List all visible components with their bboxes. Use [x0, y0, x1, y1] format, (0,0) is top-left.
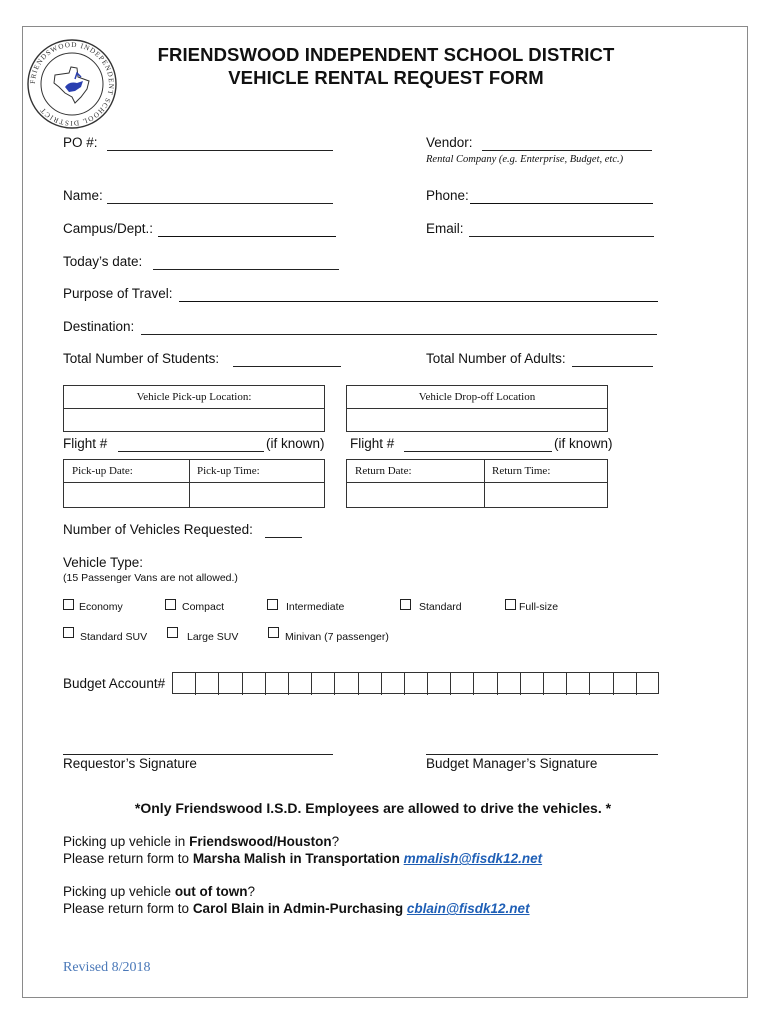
out-q-pre: Picking up vehicle: [63, 884, 175, 899]
pickup-location-box[interactable]: [63, 385, 325, 432]
flight-field-right[interactable]: [404, 451, 552, 452]
email-label: Email:: [426, 221, 464, 236]
local-return-instruction: [63, 851, 542, 866]
budget-digit-cell[interactable]: [382, 673, 405, 695]
vendor-label: Vendor:: [426, 135, 473, 150]
budget-digit-cell[interactable]: [219, 673, 242, 695]
flight-label-right: Flight #: [350, 436, 395, 451]
dropoff-location-box[interactable]: [346, 385, 608, 432]
return-datetime-box: [346, 459, 608, 508]
form-page: [22, 26, 748, 998]
pickup-datetime-box: [63, 459, 325, 508]
vehicle-type-label: Vehicle Type:: [63, 555, 144, 570]
purpose-field[interactable]: [179, 301, 658, 302]
economy-label: Economy: [79, 601, 123, 613]
budget-digit-cell[interactable]: [544, 673, 567, 695]
campus-label: Campus/Dept.:: [63, 221, 154, 236]
budget-digit-cell[interactable]: [312, 673, 335, 695]
purpose-label: Purpose of Travel:: [63, 286, 173, 301]
pickup-location-label: Vehicle Pick-up Location:: [64, 386, 324, 409]
large-suv-checkbox[interactable]: [167, 627, 178, 638]
budget-digit-cell[interactable]: [474, 673, 497, 695]
local-ret-pre: Please return form to: [63, 851, 193, 866]
title-district: FRIENDSWOOD INDEPENDENT SCHOOL DISTRICT: [157, 44, 615, 65]
large-suv-label: Large SUV: [187, 631, 239, 643]
budget-digit-cell[interactable]: [637, 673, 660, 695]
intermediate-checkbox[interactable]: [267, 599, 278, 610]
minivan-label: Minivan (7 passenger): [285, 631, 389, 643]
economy-checkbox[interactable]: [63, 599, 74, 610]
flight-known-right: (if known): [554, 436, 613, 451]
students-label: Total Number of Students:: [63, 351, 220, 366]
return-date-cell[interactable]: [347, 460, 485, 507]
fullsize-label: Full-size: [519, 601, 559, 613]
out-ret-pre: Please return form to: [63, 901, 193, 916]
budget-account-grid: [172, 672, 659, 694]
local-email-link[interactable]: mmalish@fisdk12.net: [403, 851, 543, 866]
vehicle-type-note: (15 Passenger Vans are not allowed.): [63, 572, 238, 584]
vendor-field[interactable]: [482, 150, 652, 151]
out-ret-bold: Carol Blain in Admin-Purchasing: [192, 901, 404, 916]
name-field[interactable]: [107, 203, 333, 204]
budget-digit-cell[interactable]: [196, 673, 219, 695]
outoftown-return-instruction: [63, 901, 530, 916]
standard-suv-checkbox[interactable]: [63, 627, 74, 638]
budget-digit-cell[interactable]: [289, 673, 312, 695]
out-q-bold: out of town: [174, 884, 248, 899]
local-q-post: ?: [331, 834, 340, 849]
standard-label: Standard: [419, 601, 462, 613]
students-field[interactable]: [233, 366, 341, 367]
destination-label: Destination:: [63, 319, 135, 334]
local-ret-bold: Marsha Malish in Transportation: [192, 851, 400, 866]
budget-digit-cell[interactable]: [405, 673, 428, 695]
po-field[interactable]: [107, 150, 333, 151]
budget-digit-cell[interactable]: [359, 673, 382, 695]
flight-known-left: (if known): [266, 436, 325, 451]
phone-field[interactable]: [470, 203, 653, 204]
outoftown-email-link[interactable]: cblain@fisdk12.net: [406, 901, 530, 916]
compact-label: Compact: [182, 601, 225, 613]
svg-text:FRIENDSWOOD INDEPENDENT SCHOOL: FRIENDSWOOD INDEPENDENT SCHOOL DISTRICT: [28, 40, 116, 128]
local-q-pre: Picking up vehicle in: [63, 834, 190, 849]
budget-digit-cell[interactable]: [266, 673, 289, 695]
pickup-date-label: Pick-up Date:: [64, 460, 189, 483]
budget-digit-cell[interactable]: [521, 673, 544, 695]
po-label: PO #:: [63, 135, 98, 150]
budget-digit-cell[interactable]: [567, 673, 590, 695]
revised-date: Revised 8/2018: [63, 960, 151, 975]
return-time-cell[interactable]: [484, 460, 607, 507]
budget-digit-cell[interactable]: [451, 673, 474, 695]
budget-digit-cell[interactable]: [335, 673, 358, 695]
out-q-post: ?: [247, 884, 256, 899]
email-field[interactable]: [469, 236, 654, 237]
compact-checkbox[interactable]: [165, 599, 176, 610]
adults-field[interactable]: [572, 366, 653, 367]
campus-field[interactable]: [158, 236, 336, 237]
name-label: Name:: [63, 188, 103, 203]
standard-suv-label: Standard SUV: [80, 631, 148, 643]
dropoff-location-label: Vehicle Drop-off Location: [347, 386, 607, 409]
budget-account-label: Budget Account#: [63, 676, 166, 691]
outoftown-pickup-question: [63, 884, 255, 899]
manager-signature-label: Budget Manager’s Signature: [426, 756, 598, 771]
requestor-signature-label: Requestor’s Signature: [63, 756, 197, 771]
return-time-label: Return Time:: [484, 460, 607, 483]
pickup-date-cell[interactable]: [64, 460, 190, 507]
vendor-hint: Rental Company (e.g. Enterprise, Budget, etc.): [426, 154, 624, 165]
today-label: Today’s date:: [63, 254, 143, 269]
flight-field-left[interactable]: [118, 451, 264, 452]
phone-label: Phone:: [426, 188, 469, 203]
vehicle-count-field[interactable]: [265, 537, 302, 538]
requestor-signature-line[interactable]: [63, 754, 333, 755]
budget-digit-cell[interactable]: [498, 673, 521, 695]
standard-checkbox[interactable]: [400, 599, 411, 610]
adults-label: Total Number of Adults:: [426, 351, 566, 366]
manager-signature-line[interactable]: [426, 754, 658, 755]
budget-digit-cell[interactable]: [243, 673, 266, 695]
local-pickup-question: [63, 834, 339, 849]
budget-digit-cell[interactable]: [173, 673, 196, 695]
budget-digit-cell[interactable]: [590, 673, 613, 695]
budget-digit-cell[interactable]: [428, 673, 451, 695]
pickup-time-cell[interactable]: [189, 460, 324, 507]
title-form: VEHICLE RENTAL REQUEST FORM: [228, 67, 544, 88]
destination-field[interactable]: [141, 334, 657, 335]
vehicle-count-label: Number of Vehicles Requested:: [63, 522, 253, 537]
employees-only-notice: *Only Friendswood I.S.D. Employees are allowed to drive the vehicles. *: [134, 800, 612, 816]
budget-digit-cell[interactable]: [614, 673, 637, 695]
return-date-label: Return Date:: [347, 460, 484, 483]
pickup-time-label: Pick-up Time:: [189, 460, 324, 483]
flight-label-left: Flight #: [63, 436, 108, 451]
fullsize-checkbox[interactable]: [505, 599, 516, 610]
local-q-bold: Friendswood/Houston: [189, 834, 332, 849]
minivan-checkbox[interactable]: [268, 627, 279, 638]
intermediate-label: Intermediate: [286, 601, 345, 613]
today-field[interactable]: [153, 269, 339, 270]
